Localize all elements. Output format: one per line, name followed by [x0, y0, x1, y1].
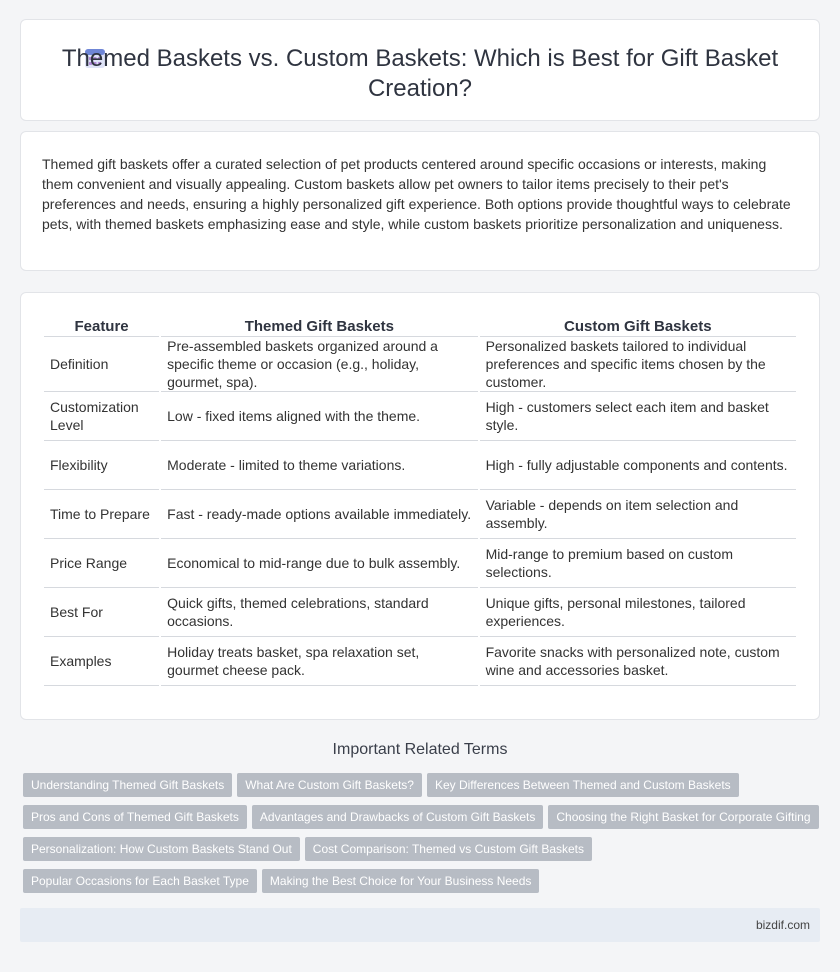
table-row: [44, 392, 796, 441]
themed-cell: Low - fixed items aligned with the theme.: [161, 392, 477, 441]
related-term-tag[interactable]: Understanding Themed Gift Baskets: [23, 773, 232, 797]
comparison-card: [20, 292, 820, 720]
related-terms-heading: Important Related Terms: [332, 741, 508, 758]
table-row: [44, 539, 796, 588]
themed-cell: Quick gifts, themed celebrations, standard occasions.: [161, 588, 477, 637]
related-term-tag[interactable]: Pros and Cons of Themed Gift Baskets: [23, 805, 247, 829]
custom-cell: Mid-range to premium based on custom selections.: [480, 539, 796, 588]
related-term-tag[interactable]: Key Differences Between Themed and Custom Baskets: [427, 773, 739, 797]
footer: [20, 908, 820, 942]
related-term-tag[interactable]: Making the Best Choice for Your Business Needs: [262, 869, 539, 893]
custom-cell: Favorite snacks with personalized note, custom wine and accessories basket.: [480, 637, 796, 686]
table-row: [44, 337, 796, 392]
feature-cell: Best For: [44, 588, 159, 637]
related-term-tag[interactable]: Choosing the Right Basket for Corporate Gifting: [548, 805, 818, 829]
site-name[interactable]: bizdif.com: [755, 918, 810, 932]
header-card: [20, 19, 820, 121]
themed-cell: Fast - ready-made options available immediately.: [161, 490, 477, 539]
custom-cell: Variable - depends on item selection and assembly.: [480, 490, 796, 539]
comparison-table: [42, 315, 798, 686]
themed-cell: Economical to mid-range due to bulk assembly.: [161, 539, 477, 588]
intro-paragraph: Themed gift baskets offer a curated selection of pet products centered around specific occasions or interests, making them convenient and visually appealing. Custom baskets allow pet owners to tailor items precisely to their pet's preferences and needs, ensuring a highly personalized gift experience. Both options provide thoughtful ways to celebrate pets, with themed baskets emphasizing ease and style, while custom baskets prioritize personalization and uniqueness.: [42, 156, 791, 232]
related-term-tag[interactable]: Popular Occasions for Each Basket Type: [23, 869, 257, 893]
themed-cell: Holiday treats basket, spa relaxation set, gourmet cheese pack.: [161, 637, 477, 686]
table-row: [44, 490, 796, 539]
custom-cell: High - fully adjustable components and contents.: [480, 441, 796, 490]
feature-cell: Price Range: [44, 539, 159, 588]
themed-cell: Moderate - limited to theme variations.: [161, 441, 477, 490]
custom-cell: Unique gifts, personal milestones, tailored experiences.: [480, 588, 796, 637]
feature-cell: Examples: [44, 637, 159, 686]
table-row: [44, 588, 796, 637]
page-title: Themed Baskets vs. Custom Baskets: Which is Best for Gift Basket Creation?: [61, 45, 779, 102]
related-term-tag[interactable]: Cost Comparison: Themed vs Custom Gift Baskets: [305, 837, 592, 861]
related-term-tag[interactable]: Advantages and Drawbacks of Custom Gift Baskets: [252, 805, 543, 829]
feature-cell: Flexibility: [44, 441, 159, 490]
table-header-row: [44, 315, 796, 337]
themed-cell: Pre-assembled baskets organized around a specific theme or occasion (e.g., holiday, gourmet, spa).: [161, 337, 477, 392]
intro-card: [20, 131, 820, 271]
feature-cell: Time to Prepare: [44, 490, 159, 539]
related-terms-list: [23, 773, 823, 901]
related-term-tag[interactable]: What Are Custom Gift Baskets?: [237, 773, 422, 797]
related-term-tag[interactable]: Personalization: How Custom Baskets Stand Out: [23, 837, 300, 861]
custom-cell: Personalized baskets tailored to individual preferences and specific items chosen by the customer.: [480, 337, 796, 392]
feature-cell: Definition: [44, 337, 159, 392]
feature-cell: Customization Level: [44, 392, 159, 441]
table-row: [44, 441, 796, 490]
table-row: [44, 637, 796, 686]
column-header-feature: Feature: [44, 315, 159, 337]
custom-cell: High - customers select each item and basket style.: [480, 392, 796, 441]
column-header-custom: Custom Gift Baskets: [480, 315, 796, 337]
column-header-themed: Themed Gift Baskets: [161, 315, 477, 337]
